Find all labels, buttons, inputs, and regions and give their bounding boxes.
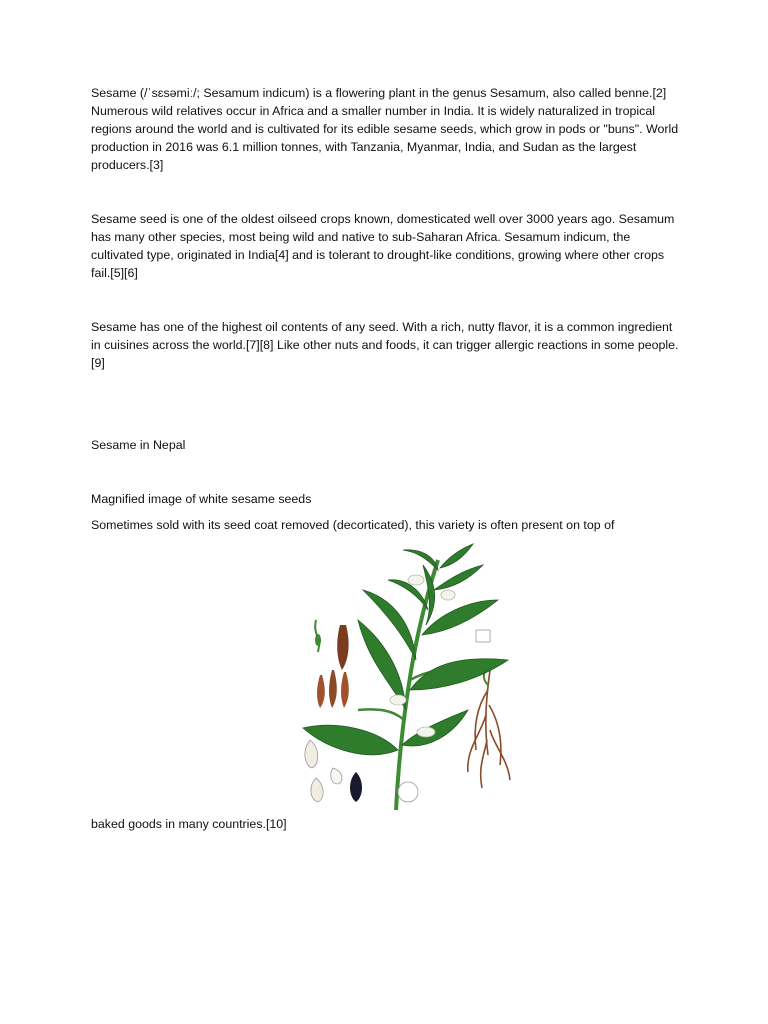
sesame-plant-icon <box>298 540 516 815</box>
paragraph-intro: Sesame (/ˈsɛsəmiː/; Sesamum indicum) is a flowering plant in the genus Sesamum, also called benne.[2] Numerous wild relatives occur in Africa and a smaller number in India. It is widely naturalized in tropical regions around the world and is cultivated for its edible sesame seeds, which grow in pods or "buns". World production in 2016 was 6.1 million tonnes, with Tanzania, Myanmar, India, and Sudan as the largest producers.[3] <box>91 86 679 172</box>
section-heading: Sesame in Nepal <box>91 438 186 452</box>
paragraph-decorticated: Sometimes sold with its seed coat removed (decorticated), this variety is often present on top of <box>91 518 615 532</box>
paragraph-oil-content: Sesame has one of the highest oil contents of any seed. With a rich, nutty flavor, it is a common ingredient in cuisines across the world.[7][8] Like other nuts and foods, it can trigger allergic reactions in some people.[9] <box>91 320 679 370</box>
sesame-plant-illustration <box>298 540 516 815</box>
image-caption: Magnified image of white sesame seeds <box>91 492 312 506</box>
paragraph-history: Sesame seed is one of the oldest oilseed crops known, domesticated well over 3000 years ago. Sesamum has many other species, most being wild and native to sub-Saharan Africa. Sesamum indicum, the cultivated type, originated in India[4] and is tolerant to drought-like conditions, growing where other crops fail.[5][6] <box>91 212 675 280</box>
paragraph-baked-goods: baked goods in many countries.[10] <box>91 817 287 831</box>
